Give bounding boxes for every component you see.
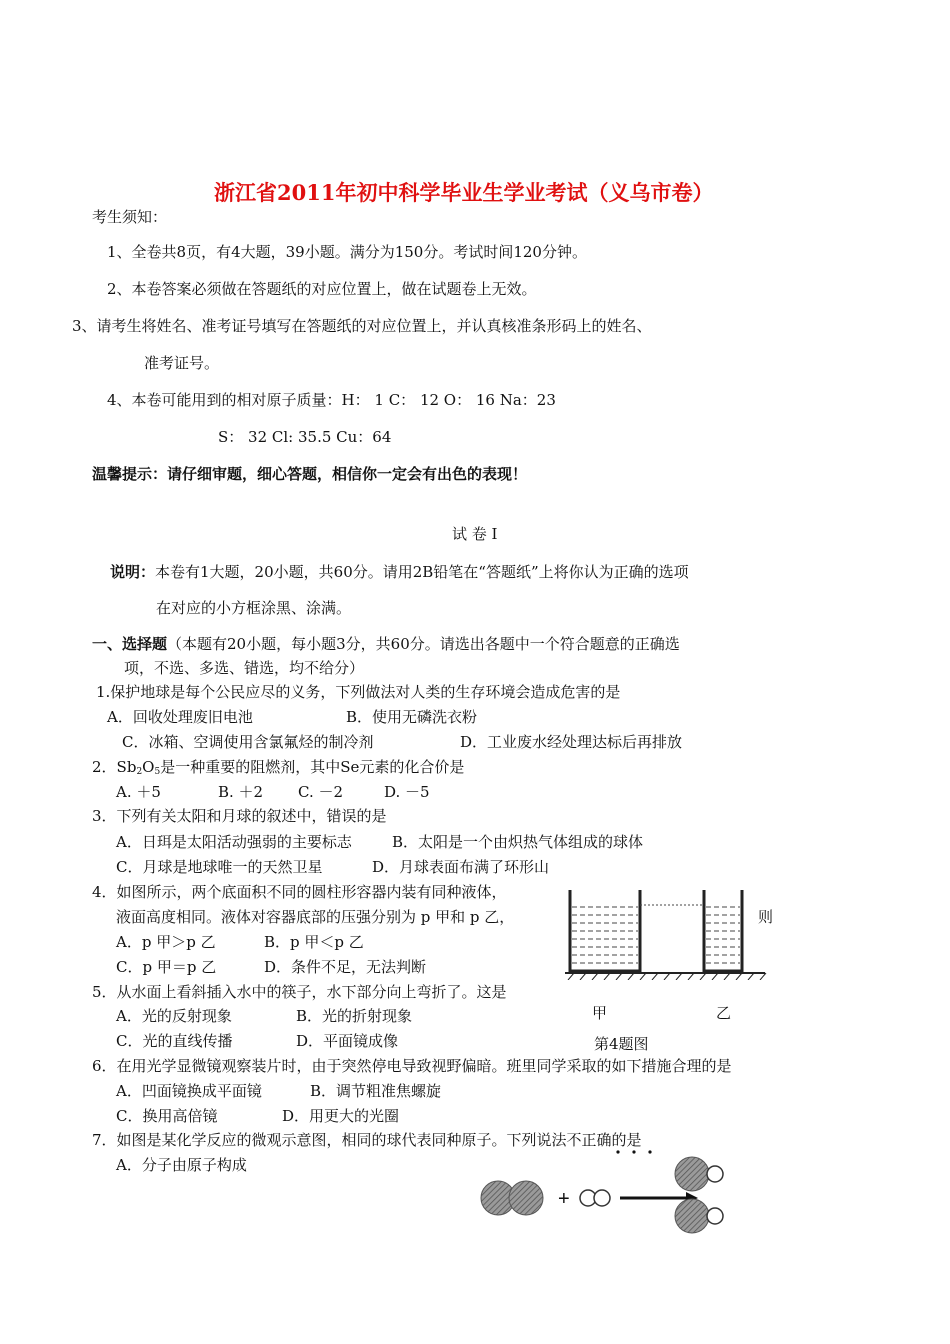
- q2-option-b: B. ＋2: [218, 783, 264, 801]
- q4-option-d: D．条件不足，无法判断: [264, 958, 427, 976]
- q1-option-b: B．使用无磷洗衣粉: [346, 708, 478, 726]
- page-title: 浙江省2011年初中科学毕业生学业考试（义乌市卷）: [214, 180, 714, 205]
- q2-formula-o: O: [142, 758, 155, 776]
- q4-label-yi: 乙: [716, 1004, 732, 1022]
- q1-option-d: D．工业废水经处理达标后再排放: [460, 733, 683, 751]
- q4-label-jia: 甲: [592, 1004, 608, 1022]
- explain-text: 本卷有1大题，20小题，共60分。请用2B铅笔在“答题纸”上将你认为正确的选项: [155, 563, 689, 581]
- notice-item-4: 4、本卷可能用到的相对原子质量：H： 1 C： 12 O： 16 Na：23: [107, 391, 556, 409]
- q4-figure-caption: 第4题图: [594, 1035, 649, 1053]
- q7-stem: 7．如图是某化学反应的微观示意图，相同的球代表同种原子。下列说法不正确的是: [92, 1131, 642, 1149]
- notice-item-1: 1、全卷共8页，有4大题，39小题。满分为150分。考试时间120分钟。: [107, 243, 587, 261]
- q2-stem: [92, 757, 464, 782]
- q4-stem-end: 则: [758, 908, 774, 926]
- q4-stem-2: 液面高度相同。液体对容器底部的压强分别为 p 甲和 p 乙，: [116, 908, 515, 926]
- q2-formula-sub1: 2: [136, 767, 143, 777]
- q6-option-a: A．凹面镜换成平面镜: [116, 1082, 262, 1100]
- q4-option-b: B．p 甲＜p 乙: [264, 933, 364, 951]
- q6-option-d: D．用更大的光圈: [282, 1107, 400, 1125]
- q2-num: 2．: [92, 758, 117, 776]
- plus-sign: +: [558, 1188, 570, 1210]
- q2-option-a: A. ＋5: [116, 783, 161, 801]
- q6-option-c: C．换用高倍镜: [116, 1107, 218, 1125]
- explain-label: 说明：: [110, 563, 156, 581]
- q7-reaction-figure: [470, 1150, 740, 1240]
- q2-formula-sb: Sb: [116, 758, 137, 776]
- explain-line-1: [110, 562, 689, 582]
- ground-line: [565, 973, 766, 980]
- warm-tip: 温馨提示：请仔细审题，细心答题，相信你一定会有出色的表现！: [92, 465, 528, 483]
- q3-stem: 3．下列有关太阳和月球的叙述中，错误的是: [92, 807, 387, 825]
- section-heading: 一、选择题: [92, 635, 168, 653]
- notice-heading: 考生须知：: [92, 208, 168, 226]
- q1-option-a: A．回收处理废旧电池: [107, 708, 253, 726]
- section-desc-2: 项，不选、多选、错选，均不给分）: [124, 659, 365, 677]
- section-line-1: [92, 634, 680, 654]
- product-molecule-2: [675, 1199, 723, 1233]
- q4-option-c: C．p 甲＝p 乙: [116, 958, 217, 976]
- q6-stem: 6．在用光学显微镜观察装片时，由于突然停电导致视野偏暗。班里同学采取的如下措施合理的是: [92, 1057, 732, 1075]
- q5-option-d: D．平面镜成像: [296, 1032, 399, 1050]
- q6-option-b: B．调节粗准焦螺旋: [310, 1082, 442, 1100]
- q1-stem: 1.保护地球是每个公民应尽的义务，下列做法对人类的生存环境会造成危害的是: [96, 683, 621, 701]
- container-yi: [704, 890, 742, 971]
- product-molecule-1: [675, 1157, 723, 1191]
- q4-option-a: A．p 甲＞p 乙: [116, 933, 216, 951]
- q2-option-c: C. －2: [298, 783, 344, 801]
- reactant-molecule-white: [580, 1190, 610, 1206]
- notice-item-2: 2、本卷答案必须做在答题纸的对应位置上，做在试题卷上无效。: [107, 280, 537, 298]
- q4-stem-1: 4．如图所示，两个底面积不同的圆柱形容器内装有同种液体，: [92, 883, 507, 901]
- container-jia: [570, 890, 640, 971]
- q2-option-d: D. －5: [384, 783, 430, 801]
- q2-formula-sub2: 5: [154, 767, 161, 777]
- q5-option-a: A．光的反射现象: [116, 1007, 232, 1025]
- q2-formula: [117, 758, 161, 776]
- q3-option-a: A．日珥是太阳活动强弱的主要标志: [116, 833, 352, 851]
- q5-option-c: C．光的直线传播: [116, 1032, 233, 1050]
- notice-item-3: 3、请考生将姓名、准考证号填写在答题纸的对应位置上，并认真核准条形码上的姓名、: [72, 317, 652, 335]
- notice-item-3-cont: 准考证号。: [144, 354, 220, 372]
- q2-stem-rest: 是一种重要的阻燃剂，其中Se元素的化合价是: [160, 758, 465, 776]
- notice-item-4-cont: S： 32 Cl: 35.5 Cu：64: [218, 428, 392, 446]
- q5-stem: 5．从水面上看斜插入水中的筷子，水下部分向上弯折了。这是: [92, 983, 507, 1001]
- reactant-molecule-hatched: [481, 1181, 543, 1215]
- q3-option-c: C．月球是地球唯一的天然卫星: [116, 858, 323, 876]
- q3-option-d: D．月球表面布满了环形山: [372, 858, 550, 876]
- q5-option-b: B．光的折射现象: [296, 1007, 413, 1025]
- q4-containers-figure: [560, 885, 770, 980]
- section-desc-1: （本题有20小题，每小题3分，共60分。请选出各题中一个符合题意的正确选: [167, 635, 680, 653]
- paper-title: 试 卷 I: [452, 525, 498, 543]
- q1-option-c: C．冰箱、空调使用含氯氟烃的制冷剂: [122, 733, 374, 751]
- explain-line-2: 在对应的小方框涂黑、涂满。: [156, 599, 352, 617]
- q7-option-a: A．分子由原子构成: [116, 1156, 247, 1174]
- q3-option-b: B．太阳是一个由炽热气体组成的球体: [392, 833, 644, 851]
